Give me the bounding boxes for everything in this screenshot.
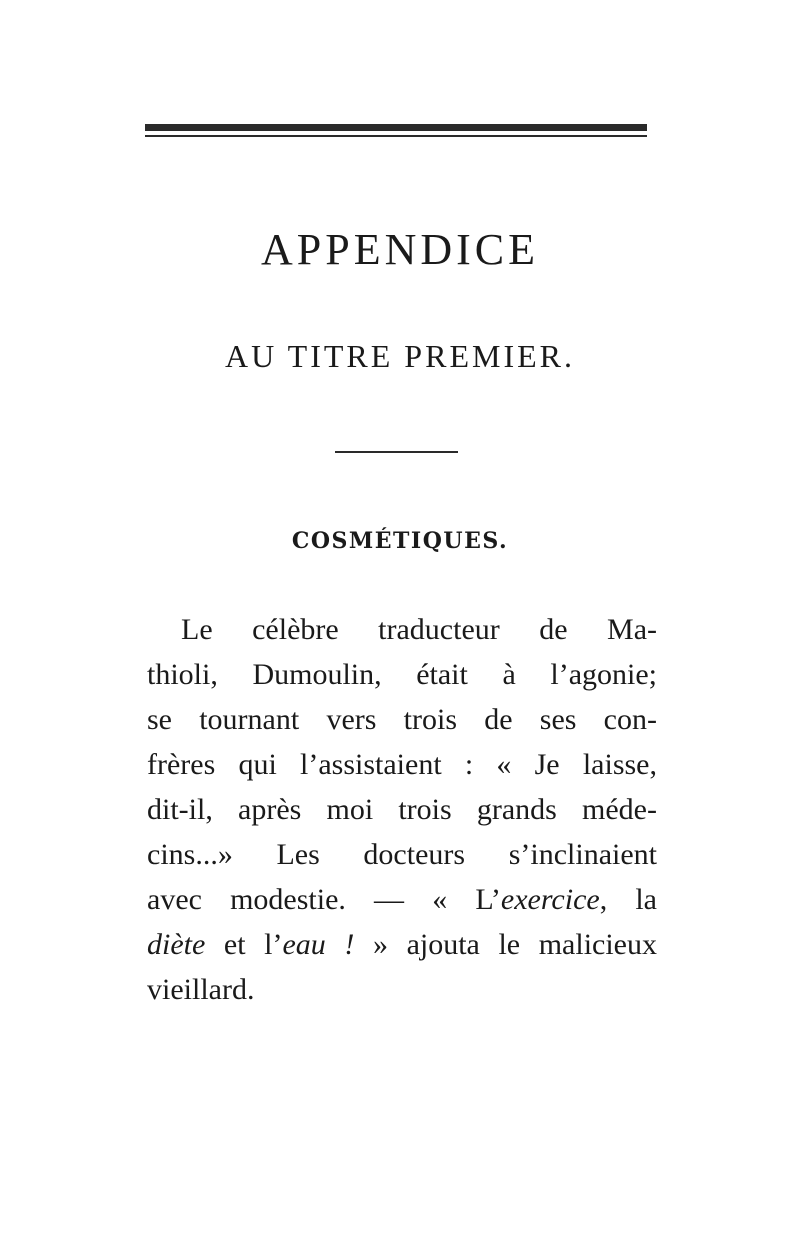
top-rule-thick [145, 124, 647, 131]
paragraph-line: avec modestie. — « L’exercice, la [147, 883, 657, 916]
paragraph-line: cins...» Les docteurs s’inclinaient [147, 838, 657, 871]
section-divider [335, 451, 458, 453]
paragraph-line: Le célèbre traducteur de Ma- [181, 613, 657, 646]
paragraph-line: se tournant vers trois de ses con- [147, 703, 657, 736]
italic-word: diète [147, 928, 206, 961]
paragraph-line: dit-il, après moi trois grands méde- [147, 793, 657, 826]
page-subtitle: AU TITRE PREMIER. [225, 338, 575, 374]
top-rule-thin [145, 135, 647, 137]
page-title: APPENDICE [260, 225, 540, 274]
section-heading: COSMÉTIQUES. [291, 528, 509, 554]
paragraph-line: thioli, Dumoulin, était à l’agonie; [147, 658, 657, 691]
top-double-rule [145, 124, 647, 137]
paragraph-line: vieillard. [147, 973, 255, 1006]
body-paragraph [147, 607, 657, 1012]
italic-word: exercice [500, 883, 600, 916]
paragraph-line: frères qui l’assistaient : « Je laisse, [147, 748, 657, 781]
paragraph-line: diète et l’eau ! » ajouta le malicieux [147, 928, 657, 961]
italic-word: eau ! [282, 928, 355, 961]
